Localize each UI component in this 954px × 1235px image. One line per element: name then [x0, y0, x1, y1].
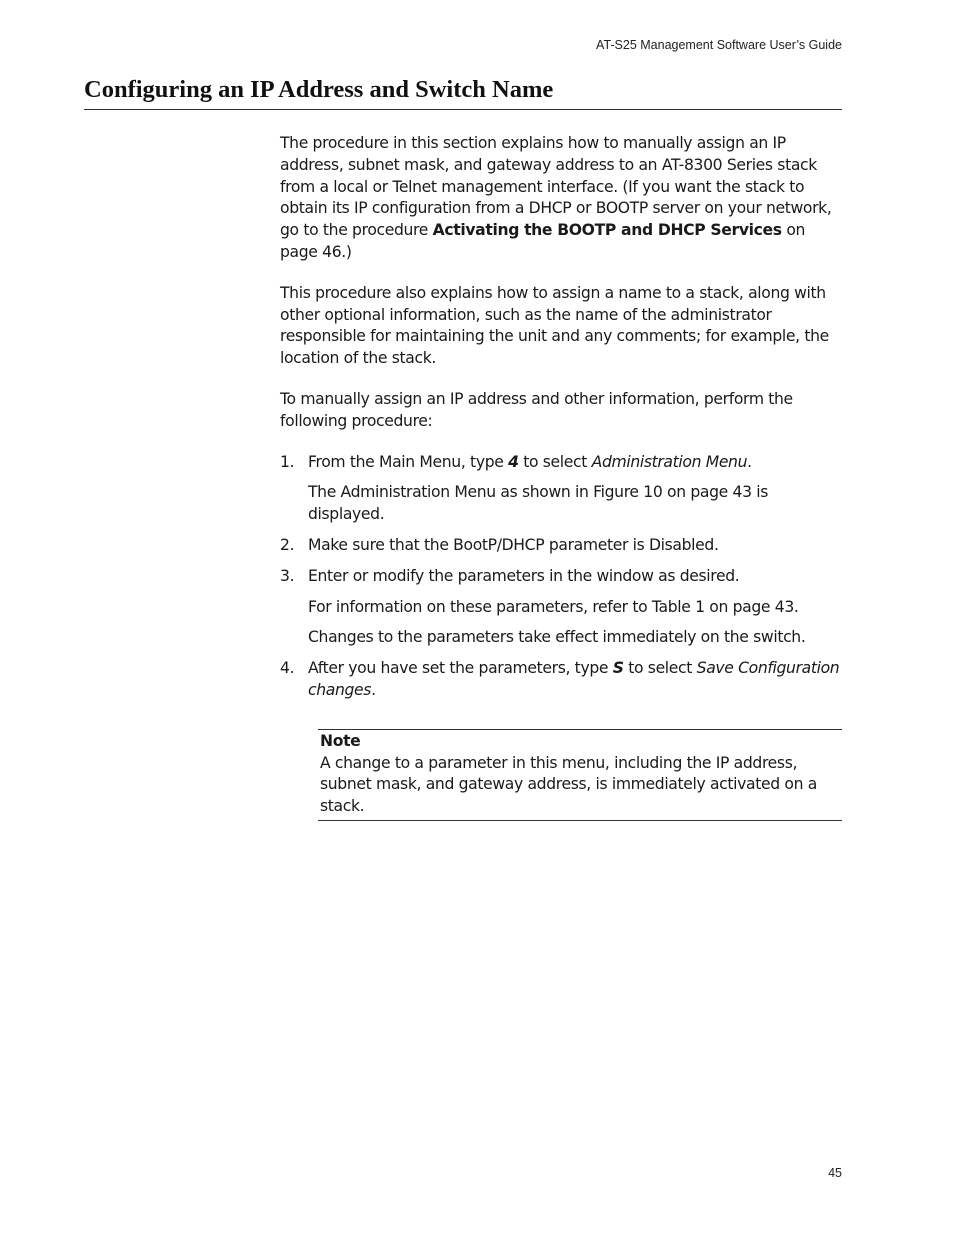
menu-name: Administration Menu [591, 452, 748, 471]
step-number: 2. [280, 535, 295, 554]
step-text-part: to select [623, 659, 697, 678]
step-1 [280, 452, 842, 526]
key-label: 4 [508, 452, 519, 471]
step-detail: The Administration Menu as shown in Figure 10 on page 43 is displayed. [308, 483, 768, 524]
key-label: S [612, 659, 624, 678]
step-text-part: After you have set the parameters, type [308, 659, 613, 678]
step-text [308, 658, 842, 702]
step-text: Enter or modify the parameters in the window as desired. [308, 566, 740, 585]
step-text-part: From the Main Menu, type [308, 452, 509, 471]
step-text-part: . [747, 452, 752, 471]
intro-text-end: on page 46.) [280, 221, 806, 261]
step-text [308, 452, 842, 474]
running-header: AT-S25 Management Software User’s Guide [596, 38, 842, 52]
page-number: 45 [828, 1166, 842, 1180]
procedure-steps [280, 452, 842, 702]
note-box [318, 729, 842, 821]
step-number: 1. [280, 452, 295, 471]
procedure-lead-paragraph: To manually assign an IP address and other information, perform the following procedure: [280, 389, 793, 430]
note-label: Note [320, 731, 361, 750]
step-text: Make sure that the BootP/DHCP parameter is Disabled. [308, 535, 719, 554]
step-3 [280, 566, 842, 649]
step-4 [280, 658, 842, 702]
procedure-link-text: Activating the BOOTP and DHCP Services [432, 221, 782, 240]
intro-text-start: The procedure in this section explains how to manually assign an IP address, subnet mask, and gateway address to an AT-8300 Series stack from a local or Telnet management interface. (If you want the stack to obtain its IP configuration from a DHCP or BOOTP server on your network, go to the procedure [280, 134, 832, 240]
step-detail: For information on these parameters, refer to Table 1 on page 43. [308, 597, 799, 616]
menu-option-name: Save Configuration changes [308, 659, 840, 699]
step-number: 3. [280, 566, 295, 585]
title-divider [84, 109, 842, 110]
intro-paragraph [280, 133, 842, 264]
page-title: Configuring an IP Address and Switch Name [84, 76, 554, 103]
step-detail: Changes to the parameters take effect immediately on the switch. [308, 628, 806, 647]
step-text-part: to select [518, 452, 592, 471]
step-text-part: . [371, 680, 376, 699]
name-paragraph: This procedure also explains how to assign a name to a stack, along with other optional information, such as the name of the administrator responsible for maintaining the unit and any comments; for example, the location of the stack. [280, 283, 829, 368]
body-content [280, 133, 842, 821]
step-2 [280, 535, 842, 557]
note-text: A change to a parameter in this menu, including the IP address, subnet mask, and gateway address, is immediately activated on a stack. [320, 753, 817, 816]
step-number: 4. [280, 659, 295, 678]
